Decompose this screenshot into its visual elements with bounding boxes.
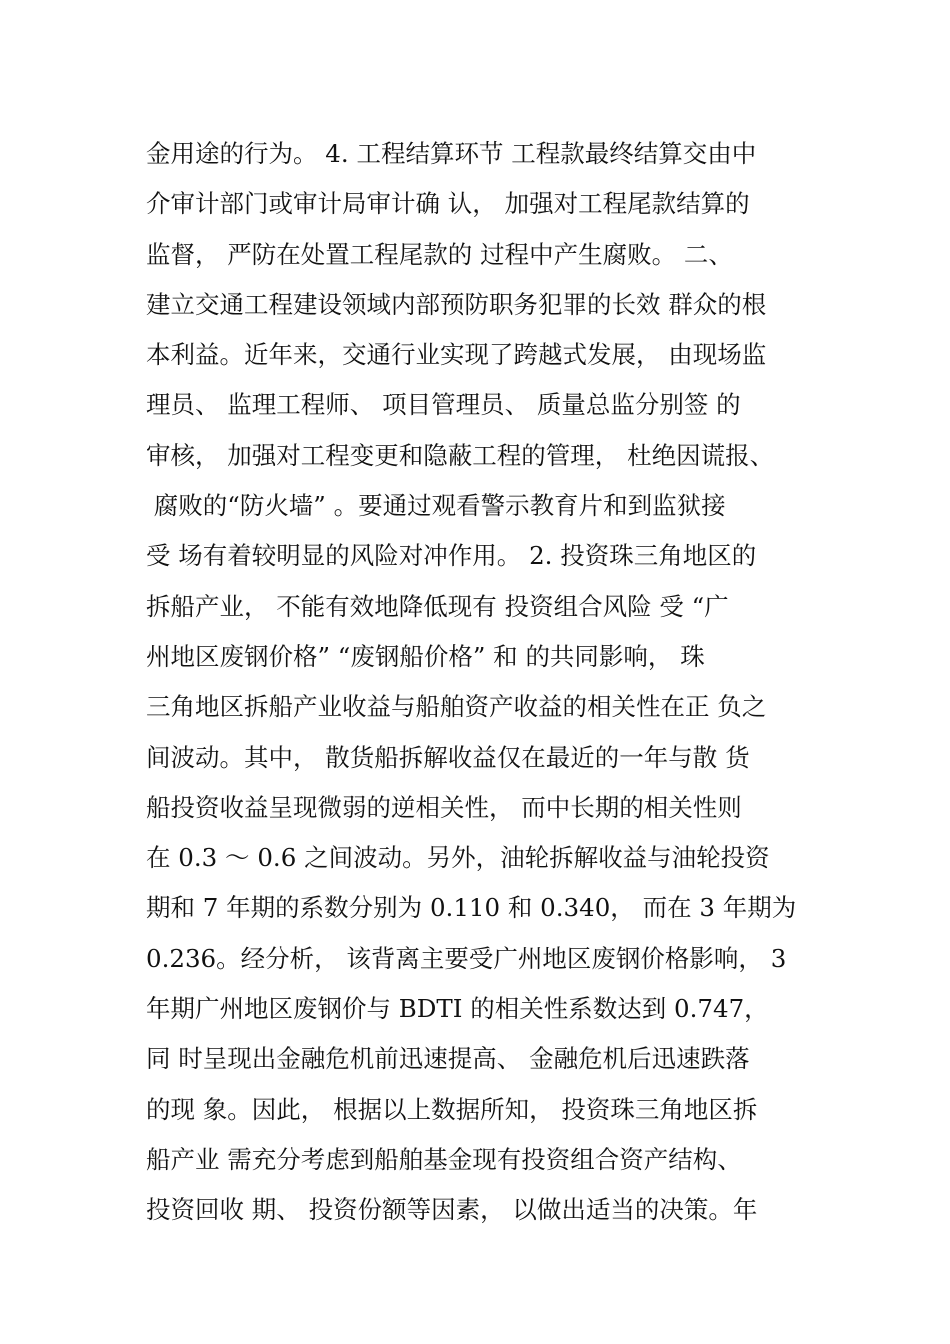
text-line: 本利益。近年来，交通行业实现了跨越式发展， 由现场监 xyxy=(146,340,767,370)
text-line: 同 时呈现出金融危机前迅速提高、 金融危机后迅速跌落 xyxy=(146,1044,750,1074)
text-line: 投资回收 期、 投资份额等因素， 以做出适当的决策。年 xyxy=(146,1195,758,1225)
text-line: 建立交通工程建设领域内部预防职务犯罪的长效 群众的根 xyxy=(146,289,767,319)
text-line: 年期广州地区废钢价与 BDTI 的相关性系数达到 0.747， xyxy=(146,994,769,1024)
text-line: 监督， 严防在处置工程尾款的 过程中产生腐败。 二、 xyxy=(146,239,733,269)
text-line: 0.236。经分析， 该背离主要受广州地区废钢价格影响， 3 xyxy=(146,943,787,973)
text-line: 受 场有着较明显的风险对冲作用。 2. 投资珠三角地区的 xyxy=(146,541,757,571)
text-line: 在 0.3 ～ 0.6 之间波动。另外，油轮拆解收益与油轮投资 xyxy=(146,843,770,873)
text-line: 审核， 加强对工程变更和隐蔽工程的管理， 杜绝因谎报、 xyxy=(146,440,775,470)
text-line: 金用途的行为。 4. 工程结算环节 工程款最终结算交由中 xyxy=(146,139,757,168)
text-line: 船产业 需充分考虑到船舶基金现有投资组合资产结构、 xyxy=(146,1144,742,1174)
text-line: 理员、 监理工程师、 项目管理员、 质量总监分别签 的 xyxy=(146,390,741,420)
text-line: 的现 象。因此， 根据以上数据所知， 投资珠三角地区拆 xyxy=(146,1094,758,1124)
text-line: 间波动。其中， 散货船拆解收益仅在最近的一年与散 货 xyxy=(146,742,750,772)
text-line: 期和 7 年期的系数分别为 0.110 和 0.340， 而在 3 年期为 xyxy=(146,893,797,923)
body-text xyxy=(146,129,826,1236)
text-line: 州地区废钢价格” “废钢船价格” 和 的共同影响， 珠 xyxy=(146,641,705,671)
text-line: 介审计部门或审计局审计确 认， 加强对工程尾款结算的 xyxy=(146,189,750,219)
text-line: 拆船产业， 不能有效地降低现有 投资组合风险 受 “广 xyxy=(146,591,729,621)
text-line: 三角地区拆船产业收益与船舶资产收益的相关性在正 负之 xyxy=(146,692,767,722)
text-line: 腐败的“防火墙” 。要通过观看警示教育片和到监狱接 xyxy=(146,491,726,521)
text-line: 船投资收益呈现微弱的逆相关性， 而中长期的相关性则 xyxy=(146,792,742,822)
